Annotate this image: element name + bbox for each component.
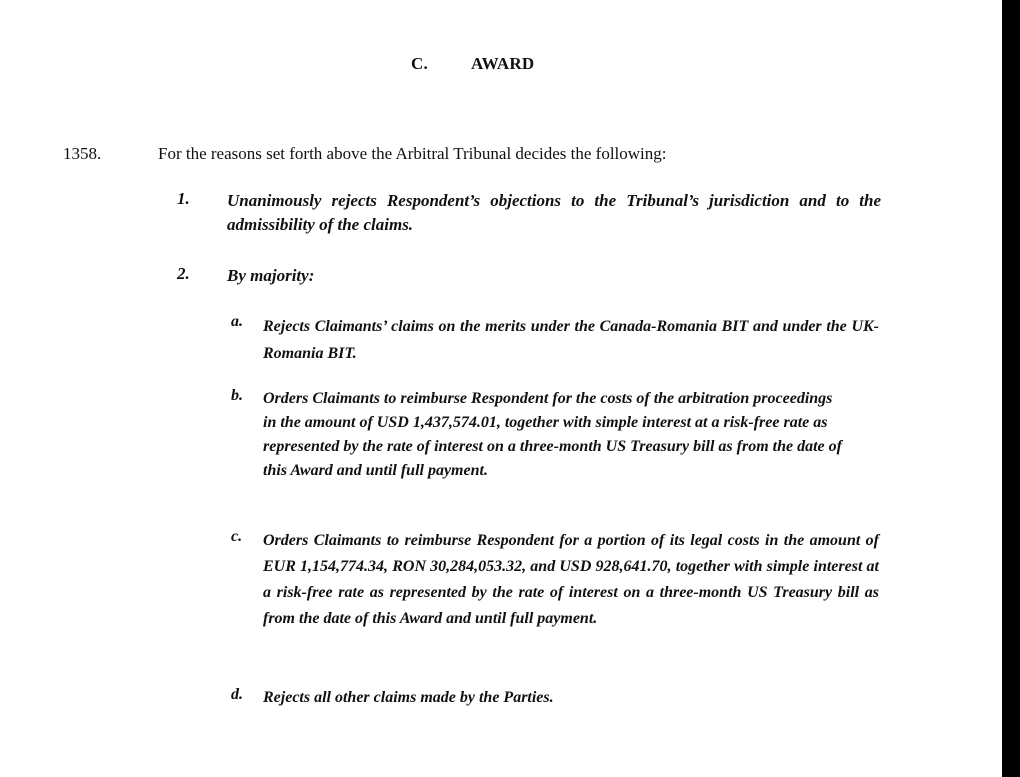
screen-edge-bar — [1002, 0, 1020, 777]
section-letter: C. — [411, 54, 428, 73]
subitem-letter: a. — [231, 313, 243, 330]
subitem-letter: b. — [231, 387, 243, 404]
subitem-letter: d. — [231, 686, 243, 703]
paragraph-intro: For the reasons set forth above the Arbitral Tribunal decides the following: — [158, 144, 667, 163]
item-text: By majority: — [227, 266, 315, 285]
item-number: 2. — [177, 264, 190, 283]
subitem-letter: c. — [231, 528, 243, 545]
section-title: AWARD — [471, 54, 535, 73]
item-number: 1. — [177, 189, 190, 208]
item-text: Unanimously rejects Respondent’s objections to the Tribunal’s jurisdiction and to the admissibility of the claims. — [227, 191, 881, 234]
subitem-text: Rejects all other claims made by the Parties. — [263, 689, 554, 706]
paragraph-number: 1358. — [63, 144, 102, 163]
subitem-text: Rejects Claimants’ claims on the merits under the Canada-Romania BIT and under the UK-Romania BIT. — [263, 318, 879, 362]
subitem-text: Orders Claimants to reimburse Respondent for the costs of the arbitration proceedings in the amount of USD 1,437,574.01, together with simple interest at a risk-free rate as represented by the rate of interest on a three-month US Treasury bill as from the date of this Award and until full payment. — [263, 390, 842, 479]
subitem-text: Orders Claimants to reimburse Respondent for a portion of its legal costs in the amount of EUR 1,154,774.34, RON 30,284,053.32, and USD 928,641.70, together with simple interest at a risk-free rate as represented by the rate of interest on a three-month US Treasury bill as from the date of this Award and until full payment. — [263, 532, 879, 627]
